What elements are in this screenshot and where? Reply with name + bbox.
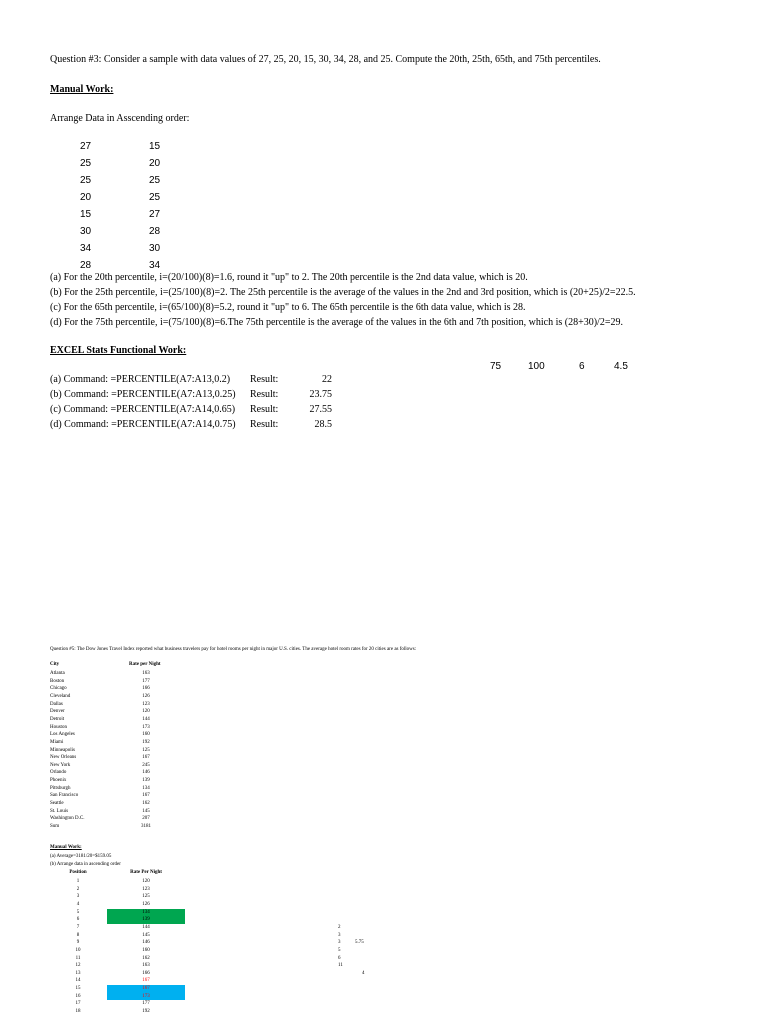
result-label: Result: [250,404,279,415]
original-value: 34 [80,243,92,254]
position-number: 11 [75,955,81,961]
position-number: 2 [76,886,80,892]
city-name: Phoenix [50,778,67,784]
result-label: Result: [250,419,279,430]
city-rate: 126 [142,693,150,699]
command-text: (d) Command: =PERCENTILE(A7:A14,0.75) [50,419,236,430]
answer-line: (c) For the 65th percentile, i=(65/100)(8)=5.2, round it "up" to 6. The 65th percentile is the 6th data value, which is 28. [50,302,526,313]
sorted-value: 25 [149,192,161,203]
original-value: 25 [80,158,92,169]
sorted-value: 30 [149,243,161,254]
city-name: Dallas [50,701,63,707]
city-rate: 162 [142,801,150,807]
city-name: Cleveland [50,693,71,699]
position-number: 1 [76,879,80,884]
city-rate: 173 [142,724,150,730]
city-header: City [50,662,60,667]
result-value: 28.5 [314,419,332,430]
position-header: Position [69,870,87,875]
city-name: Denver [50,709,65,715]
position-number: 12 [75,963,81,969]
city-name: Seattle [50,801,64,807]
q5-manual-heading: Manual Work: [50,845,82,850]
city-rate: 167 [142,755,150,761]
position-rate: 120 [142,879,150,884]
command-text: (b) Command: =PERCENTILE(A7:A13,0.25) [50,389,236,400]
position-rate: 162 [142,955,150,961]
answer-line: (b) For the 25th percentile, i=(25/100)(8)=2. The 25th percentile is the average of the values in the 2nd and 3rd position, which is (20+25)/2=22.5. [50,287,636,298]
position-number: 17 [75,1001,81,1007]
position-rate: 167 [142,978,150,984]
q5-side-result-2: 4 [362,970,365,976]
q5-line-a: (a) Average=3181/20=$159.05 [50,854,112,859]
result-value: 23.75 [309,389,332,400]
result-label: Result: [250,374,279,385]
result-label: Result: [250,389,279,400]
city-name: Houston [50,724,67,730]
position-number: 14 [75,978,81,984]
position-number: 4 [76,901,80,907]
sorted-value: 28 [149,226,161,237]
q5-question: Question #5: The Dow Jones Travel Index reported what business travelers pay for hotel rooms per night in major U.S. cities. The average hotel room rates for 20 cities are as follows: [50,647,417,652]
q5-side-result: 5.75 [355,940,364,946]
position-rate: 192 [142,1009,150,1015]
q5-line-b: (b) Arrange data in ascending order [50,862,121,867]
city-name: Los Angeles [50,732,75,738]
position-rate: 160 [142,947,150,953]
original-value: 30 [80,226,92,237]
city-rate: 163 [142,671,150,676]
city-name: Boston [50,678,65,684]
position-rate: 139 [107,916,185,924]
answer-line: (a) For the 20th percentile, i=(20/100)(8)=1.6, round it "up" to 2. The 20th percentile is the 2nd data value, which is 20. [50,272,528,283]
position-rate: 125 [142,894,150,900]
city-name: New Orleans [50,755,77,761]
result-value: 27.55 [309,404,332,415]
position-number: 10 [75,947,81,953]
position-rate: 126 [142,901,150,907]
city-rate: 139 [142,778,150,784]
position-number: 7 [76,924,80,930]
q3-arrange-label: Arrange Data in Asscending order: [50,113,190,124]
city-rate: 160 [142,732,150,738]
city-name: Miami [50,739,64,745]
city-name: New York [50,762,71,768]
q5-side-value: 5 [338,947,341,953]
city-name: St. Louis [50,808,69,814]
city-rate: 177 [142,678,150,684]
sum-label: Sum [50,824,60,829]
original-value: 20 [80,192,92,203]
result-value: 22 [322,374,332,385]
position-rate: 177 [142,1001,150,1007]
q5-side-value: 3 [338,940,341,946]
city-rate: 144 [142,716,150,722]
position-rate: 173 [107,993,185,1001]
q5-side-value: 2 [338,925,341,930]
city-rate: 134 [142,785,150,791]
city-rate: 123 [142,701,150,707]
q5-side-value: 6 [338,955,341,961]
sorted-value: 25 [149,175,161,186]
sorted-value: 27 [149,209,161,220]
command-text: (c) Command: =PERCENTILE(A7:A14,0.65) [50,404,236,415]
original-value: 27 [80,141,92,152]
city-rate: 166 [142,686,150,692]
original-value: 28 [80,260,92,271]
city-name: Orlando [50,770,67,776]
position-rate: 134 [107,909,185,917]
command-text: (a) Command: =PERCENTILE(A7:A13,0.2) [50,374,231,385]
position-number: 18 [75,1009,81,1015]
side-value: 6 [579,361,585,372]
position-rate: 167 [107,985,185,993]
city-rate: 146 [142,770,150,776]
position-rate: 145 [142,932,150,938]
city-name: Chicago [50,686,67,692]
city-rate: 120 [142,709,150,715]
original-value: 15 [80,209,92,220]
sorted-value: 20 [149,158,161,169]
city-rate: 145 [142,808,150,814]
city-rate: 125 [142,747,150,753]
side-value: 75 [490,361,502,372]
q5-side-value: 3 [338,932,341,938]
position-number: 15 [75,986,81,992]
original-value: 25 [80,175,92,186]
answer-line: (d) For the 75th percentile, i=(75/100)(8)=6.The 75th percentile is the average of the values in the 6th and 7th position, which is (28+30)/2=29. [50,317,623,328]
position-rate: 146 [142,940,150,946]
position-rate: 163 [142,963,150,969]
city-name: Pittsburgh [50,785,71,791]
q3-excel-heading: EXCEL Stats Functional Work: [50,345,187,356]
city-rate: 245 [142,762,150,768]
position-rate: 166 [142,970,150,976]
rate-header: Rate per Night [129,662,161,667]
position-number: 16 [75,993,81,999]
city-name: Atlanta [50,671,65,676]
position-number: 5 [76,909,80,915]
city-name: Detroit [50,716,65,722]
position-number: 6 [76,917,80,923]
position-number: 8 [76,932,80,938]
sorted-value: 15 [149,141,161,152]
city-rate: 192 [142,739,150,745]
sum-value: 3181 [141,824,151,829]
city-rate: 207 [142,816,150,822]
position-rate: 123 [142,886,150,892]
city-name: Minneapolis [50,747,75,753]
side-value: 4.5 [614,361,628,372]
city-name: San Francisco [50,793,79,799]
position-number: 13 [75,970,81,976]
position-number: 3 [76,894,80,900]
city-rate: 167 [142,793,150,799]
position-number: 9 [76,940,80,946]
sorted-value: 34 [149,260,161,271]
rate-per-night-header: Rate Per Night [130,870,162,875]
side-value: 100 [528,361,545,372]
position-rate: 144 [142,924,150,930]
q5-side-value: 11 [338,963,343,969]
q3-question: Question #3: Consider a sample with data values of 27, 25, 20, 15, 30, 34, 28, and 25. Compute the 20th, 25th, 65th, and 75th percentiles. [50,54,601,65]
city-name: Washington D.C. [50,816,85,822]
q3-manual-heading: Manual Work: [50,84,114,95]
